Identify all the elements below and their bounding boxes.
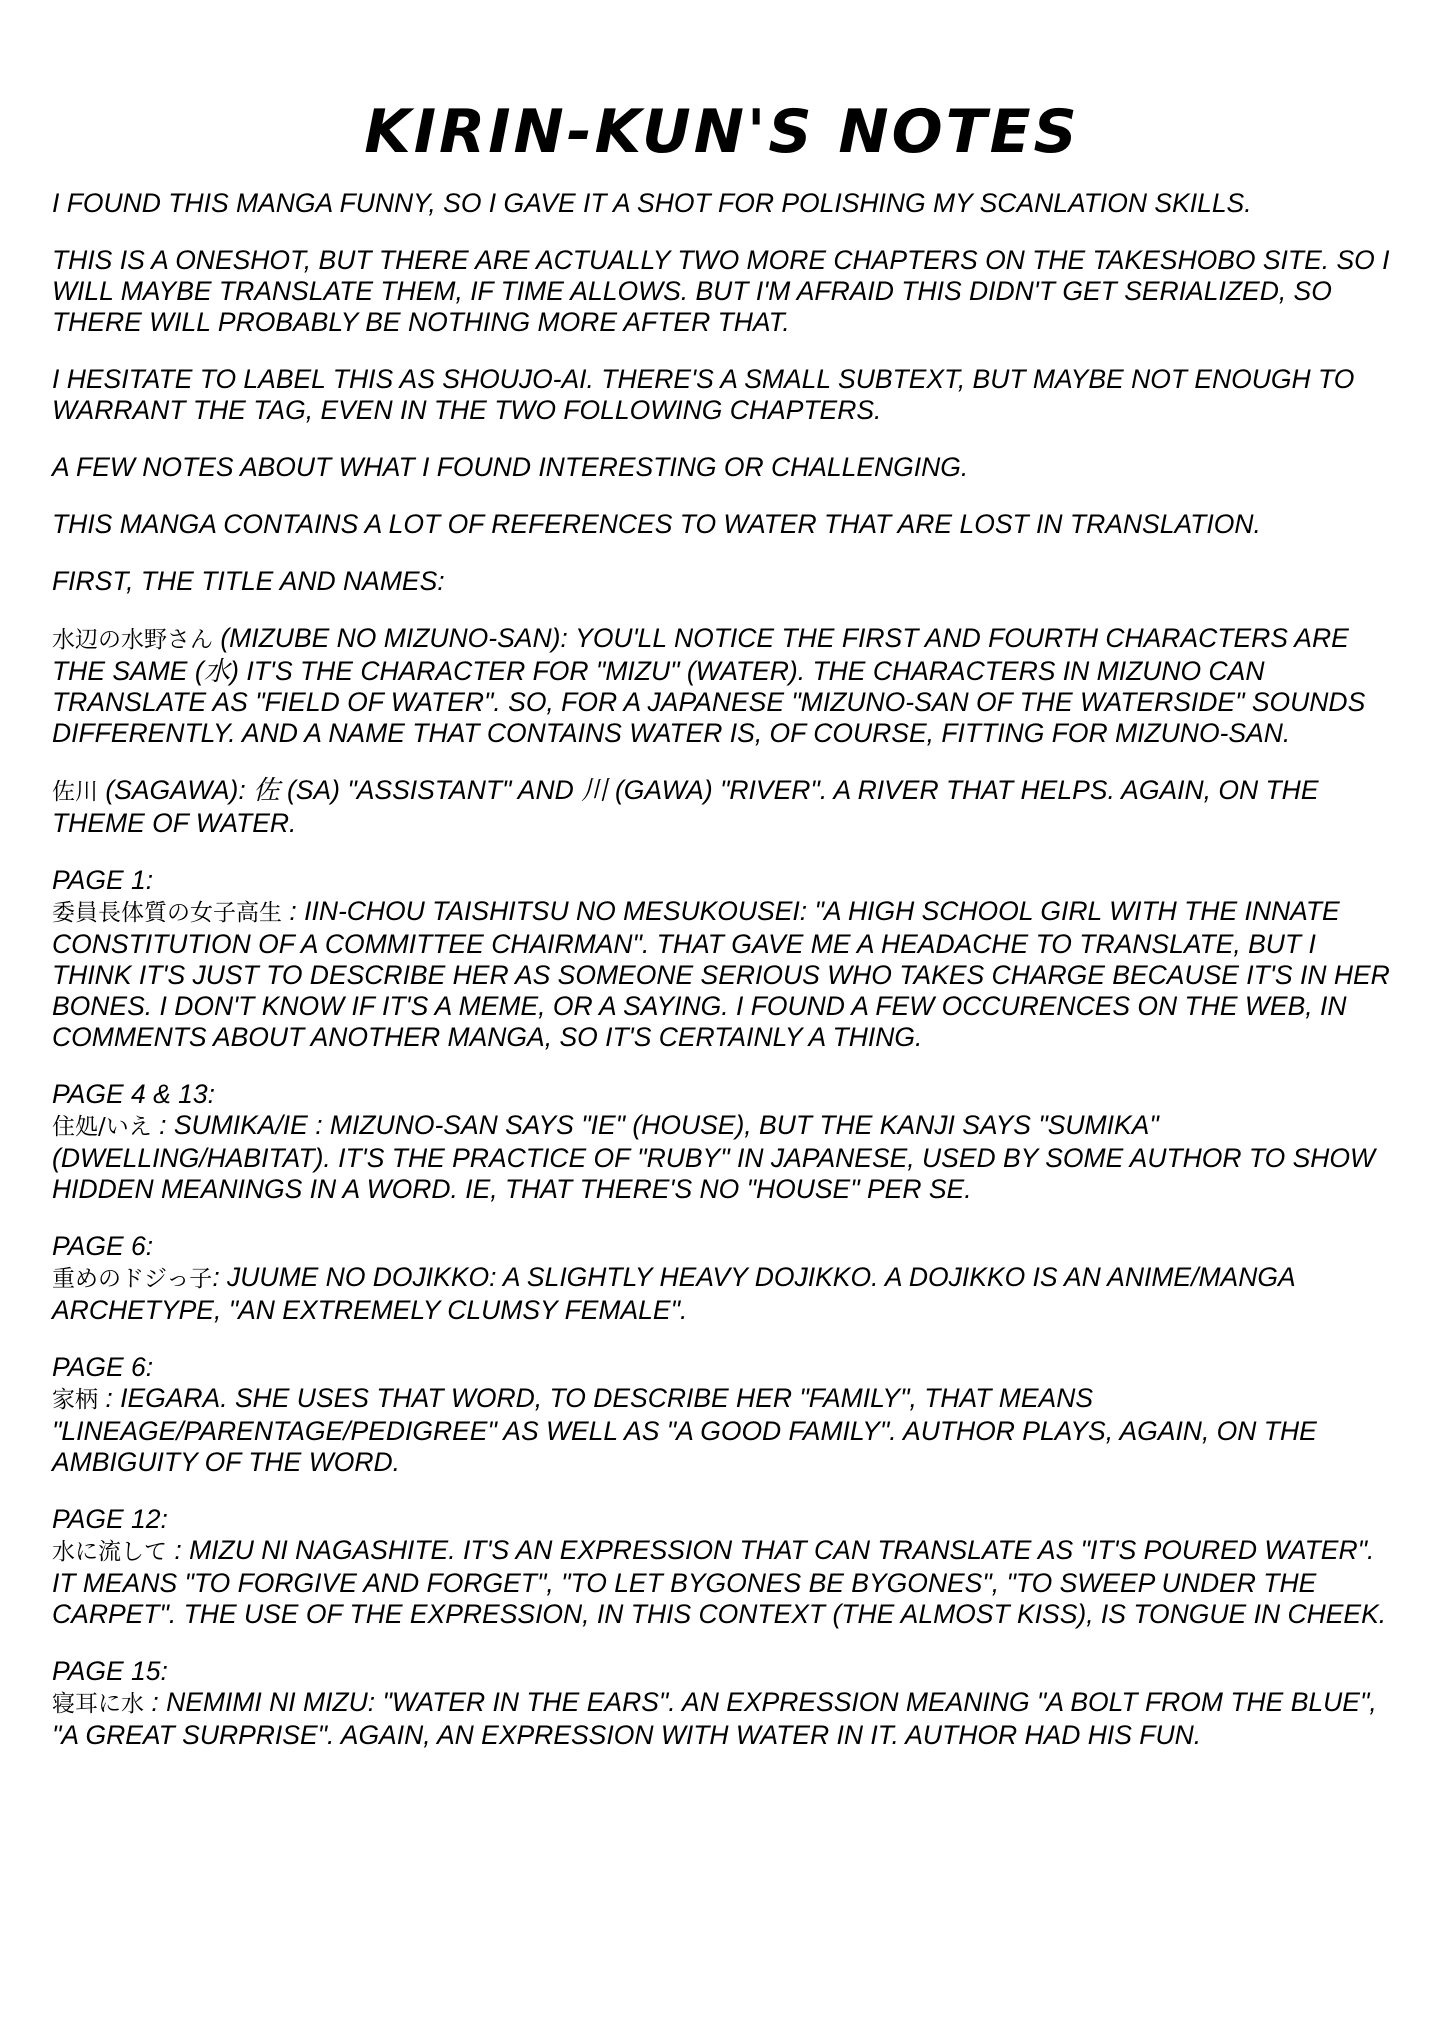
page-note-text: : JUUME NO DOJIKKO: A SLIGHTLY HEAVY DOJIKKO. A DOJIKKO IS AN ANIME/MANGA ARCHETYPE, "AN EXTREMELY CLUMSY FEMALE".	[52, 1262, 1295, 1325]
page-note-body	[52, 1383, 1392, 1478]
page-note	[52, 1352, 1392, 1478]
page-note-text: : IIN-CHOU TAISHITSU NO MESUKOUSEI: "A HIGH SCHOOL GIRL WITH THE INNATE CONSTITUTION OF A COMMITTEE CHAIRMAN". THAT GAVE ME A HEADACHE TO TRANSLATE, BUT I THINK IT'S JUST TO DESCRIBE HER AS SOMEONE SERIOUS WHO TAKES CHARGE BECAUSE IT'S IN HER BONES. I DON'T KNOW IF IT'S A MEME, OR A SAYING. I FOUND A FEW OCCURENCES ON THE WEB, IN COMMENTS ABOUT ANOTHER MANGA, SO IT'S CERTAINLY A THING.	[52, 896, 1390, 1052]
page-note-japanese: 住処/いえ	[52, 1114, 152, 1140]
page-note-heading: PAGE 1:	[52, 865, 154, 895]
page-note-heading: PAGE 6:	[52, 1231, 154, 1261]
page-note-heading: PAGE 15:	[52, 1656, 168, 1686]
page-note-text: : NEMIMI NI MIZU: "WATER IN THE EARS". AN EXPRESSION MEANING "A BOLT FROM THE BLUE", "A GREAT SURPRISE". AGAIN, AN EXPRESSION WITH WATER IN IT. AUTHOR HAD HIS FUN.	[52, 1687, 1377, 1750]
page-note-japanese: 委員長体質の女子高生	[52, 900, 282, 926]
sagawa-note-text: (SAGAWA): 佐 (SA) "ASSISTANT" AND 川 (GAWA) "RIVER". A RIVER THAT HELPS. AGAIN, ON THE THEME OF WATER.	[52, 775, 1319, 838]
page-note-heading: PAGE 6:	[52, 1352, 154, 1382]
page-note	[52, 1231, 1392, 1326]
page-note	[52, 865, 1392, 1053]
oneshot-paragraph: THIS IS A ONESHOT, BUT THERE ARE ACTUALLY TWO MORE CHAPTERS ON THE TAKESHOBO SITE. SO I WILL MAYBE TRANSLATE THEM, IF TIME ALLOWS. BUT I'M AFRAID THIS DIDN'T GET SERIALIZED, SO THERE WILL PROBABLY BE NOTHING MORE AFTER THAT.	[52, 245, 1390, 337]
sagawa-note-paragraph	[52, 775, 1392, 839]
page-note	[52, 1656, 1392, 1751]
page-note-body	[52, 896, 1392, 1053]
page-title: KIRIN-KUN'S NOTES	[364, 97, 1080, 167]
page-note-japanese: 家柄	[52, 1387, 98, 1413]
page-note	[52, 1504, 1392, 1630]
notes-page	[52, 96, 1392, 1777]
title-note-japanese: 水辺の水野さん	[52, 627, 213, 653]
title-names-heading: FIRST, THE TITLE AND NAMES:	[52, 566, 445, 596]
page-note-text: : SUMIKA/IE : MIZUNO-SAN SAYS "IE" (HOUSE), BUT THE KANJI SAYS "SUMIKA" (DWELLING/HABITAT). IT'S THE PRACTICE OF "RUBY" IN JAPANESE, USED BY SOME AUTHOR TO SHOW HIDDEN MEANINGS IN A WORD. IE, THAT THERE'S NO "HOUSE" PER SE.	[52, 1110, 1376, 1204]
page-note-body	[52, 1262, 1392, 1326]
page-note-body	[52, 1535, 1392, 1630]
notes-intro-paragraph: A FEW NOTES ABOUT WHAT I FOUND INTERESTING OR CHALLENGING.	[52, 452, 969, 482]
page-note-japanese: 寝耳に水	[52, 1691, 144, 1717]
page-note-body	[52, 1110, 1392, 1205]
sagawa-note-japanese: 佐川	[52, 779, 98, 805]
page-note	[52, 1079, 1392, 1205]
page-note-heading: PAGE 12:	[52, 1504, 168, 1534]
shoujo-ai-paragraph: I HESITATE TO LABEL THIS AS SHOUJO-AI. THERE'S A SMALL SUBTEXT, BUT MAYBE NOT ENOUGH TO WARRANT THE TAG, EVEN IN THE TWO FOLLOWING CHAPTERS.	[52, 364, 1355, 425]
page-note-heading: PAGE 4 & 13:	[52, 1079, 216, 1109]
title-note-text: (MIZUBE NO MIZUNO-SAN): YOU'LL NOTICE THE FIRST AND FOURTH CHARACTERS ARE THE SAME (水) IT'S THE CHARACTER FOR "MIZU" (WATER). THE CHARACTERS IN MIZUNO CAN TRANSLATE AS "FIELD OF WATER". SO, FOR A JAPANESE "MIZUNO-SAN OF THE WATERSIDE" SOUNDS DIFFERENTLY. AND A NAME THAT CONTAINS WATER IS, OF COURSE, FITTING FOR MIZUNO-SAN.	[52, 623, 1366, 748]
page-note-japanese: 重めのドジっ子	[52, 1266, 213, 1292]
intro-paragraph: I FOUND THIS MANGA FUNNY, SO I GAVE IT A SHOT FOR POLISHING MY SCANLATION SKILLS.	[52, 188, 1252, 218]
page-note-japanese: 水に流して	[52, 1539, 167, 1565]
page-note-text: : IEGARA. SHE USES THAT WORD, TO DESCRIBE HER "FAMILY", THAT MEANS "LINEAGE/PARENTAGE/PEDIGREE" AS WELL AS "A GOOD FAMILY". AUTHOR PLAYS, AGAIN, ON THE AMBIGUITY OF THE WORD.	[52, 1383, 1317, 1477]
page-note-text: : MIZU NI NAGASHITE. IT'S AN EXPRESSION THAT CAN TRANSLATE AS "IT'S POURED WATER". IT MEANS "TO FORGIVE AND FORGET", "TO LET BYGONES BE BYGONES", "TO SWEEP UNDER THE CARPET". THE USE OF THE EXPRESSION, IN THIS CONTEXT (THE ALMOST KISS), IS TONGUE IN CHEEK.	[52, 1535, 1387, 1629]
page-note-body	[52, 1687, 1392, 1751]
water-references-paragraph: THIS MANGA CONTAINS A LOT OF REFERENCES TO WATER THAT ARE LOST IN TRANSLATION.	[52, 509, 1261, 539]
title-note-paragraph	[52, 623, 1392, 749]
